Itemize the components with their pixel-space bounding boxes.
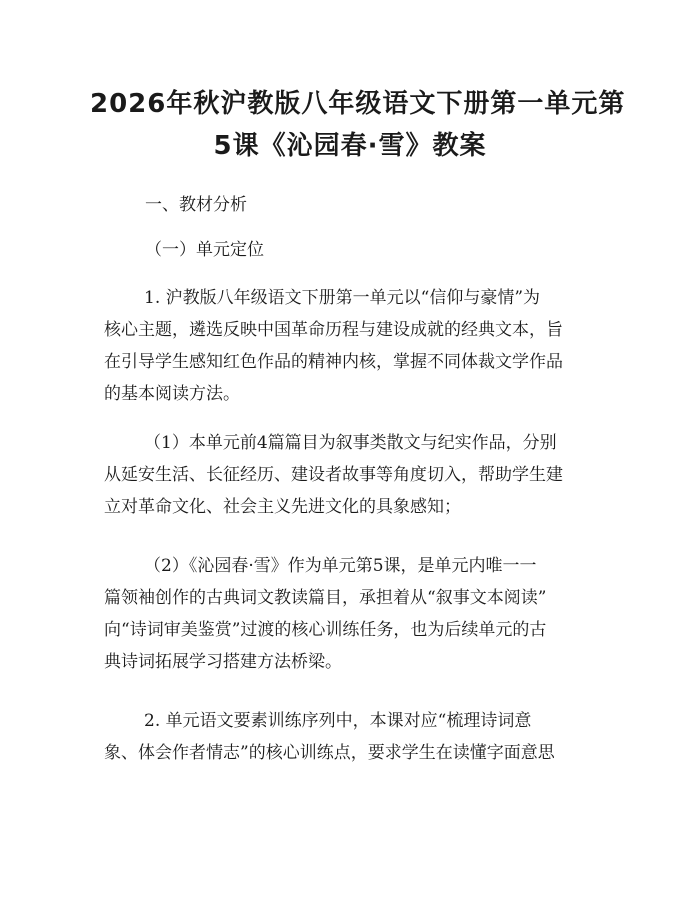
paragraph-line: 在引导学生感知红色作品的精神内核，掌握不同体裁文学作品 [104, 352, 563, 372]
paragraph-line: 向“诗词审美鉴赏”过渡的核心训练任务，也为后续单元的古 [104, 620, 547, 640]
paragraph-line: 核心主题，遴选反映中国革命历程与建设成就的经典文本，旨 [104, 320, 563, 340]
section-heading: 一、教材分析 [145, 195, 247, 215]
document-title-line-2: 5课《沁园春·雪》教案 [213, 131, 487, 161]
paragraph-line: 立对革命文化、社会主义先进文化的具象感知； [104, 497, 461, 517]
document-title-line-1: 2026年秋沪教版八年级语文下册第一单元第 [90, 89, 626, 119]
subsection-heading: （一）单元定位 [145, 240, 264, 260]
paragraph-line: 篇领袖创作的古典词文教读篇目，承担着从“叙事文本阅读” [104, 588, 547, 608]
paragraph-line: （2）《沁园春·雪》作为单元第5课，是单元内唯一一 [144, 556, 537, 576]
paragraph-3 [104, 550, 598, 678]
paragraph-line: 1. 沪教版八年级语文下册第一单元以“信仰与豪情”为 [144, 288, 541, 308]
paragraph-line: 典诗词拓展学习搭建方法桥梁。 [104, 652, 342, 672]
paragraph-2 [104, 427, 598, 523]
paragraph-line: （1）本单元前4篇篇目为叙事类散文与纪实作品，分别 [144, 433, 557, 453]
paragraph-1 [104, 282, 598, 410]
paragraph-4 [104, 705, 598, 769]
paragraph-line: 从延安生活、长征经历、建设者故事等角度切入，帮助学生建 [104, 465, 563, 485]
paragraph-line: 2. 单元语文要素训练序列中，本课对应“梳理诗词意 [144, 711, 532, 731]
paragraph-line: 象、体会作者情志”的核心训练点，要求学生在读懂字面意思 [104, 743, 555, 763]
paragraph-line: 的基本阅读方法。 [104, 384, 240, 404]
